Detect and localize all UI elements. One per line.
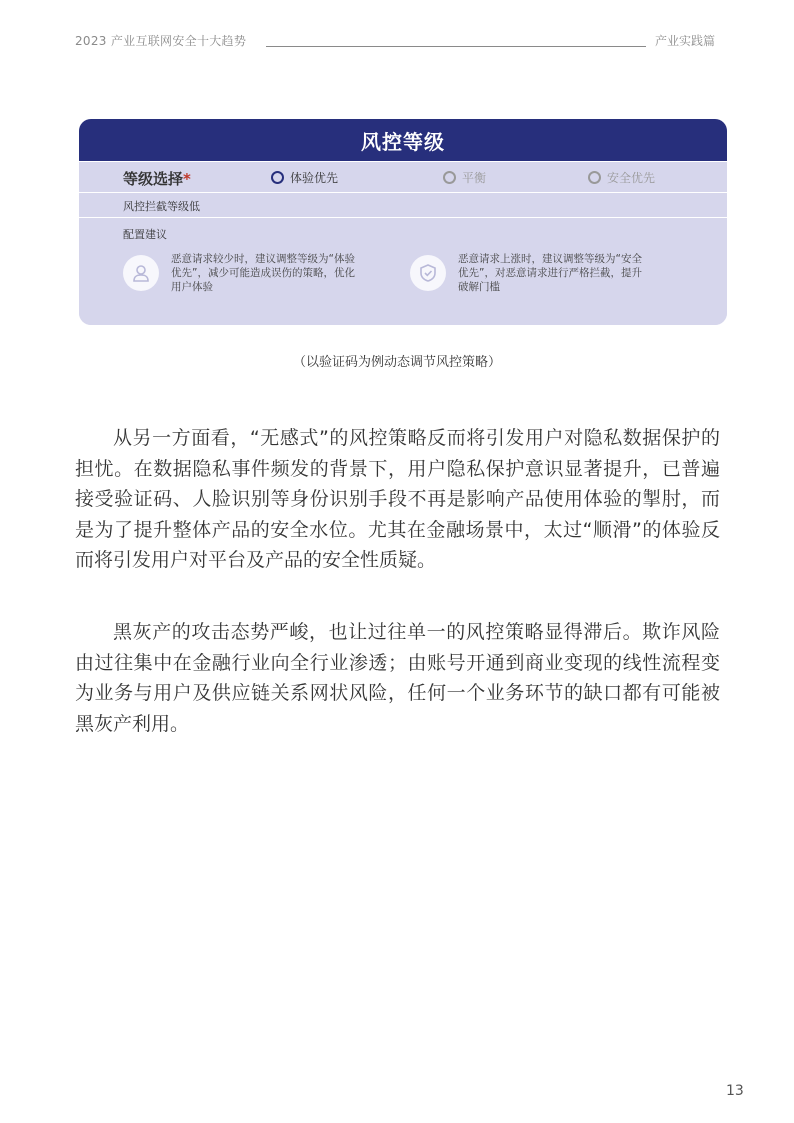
- body-paragraph: 黑灰产的攻击态势严峻，也让过往单一的风控策略显得滞后。欺诈风险由过往集中在金融行业向全行业渗透；由账号开通到商业变现的线性流程变为业务与用户及供应链关系网状风险，任何一个业务环节的缺口都有可能被黑灰产利用。: [75, 621, 720, 735]
- suggestion-label: 配置建议: [123, 228, 167, 241]
- suggestion-text: 恶意请求较少时，建议调整等级为“体验优先”，减少可能造成误伤的策略，优化用户体验: [171, 253, 355, 293]
- radio-selected-icon: [271, 171, 284, 184]
- radio-balanced[interactable]: [443, 169, 486, 186]
- header-divider: [266, 46, 646, 47]
- suggestion-row: [79, 217, 727, 325]
- user-icon: [123, 255, 159, 291]
- radio-label: 平衡: [462, 171, 487, 185]
- radio-experience-first[interactable]: [271, 169, 338, 186]
- suggestion-item: [123, 252, 361, 294]
- radio-security-first[interactable]: [588, 169, 655, 186]
- level-select-label: 等级选择*: [123, 170, 191, 188]
- radio-unselected-icon: [443, 171, 456, 184]
- level-desc-row: [79, 192, 727, 217]
- body-paragraph: 从另一方面看，“无感式”的风控策略反而将引发用户对隐私数据保护的担忧。在数据隐私事件频发的背景下，用户隐私保护意识显著提升，已普遍接受验证码、人脸识别等身份识别手段不再是影响产品使用体验的掣肘，而是为了提升整体产品的安全水位。尤其在金融场景中，太过“顺滑”的体验反而将引发用户对平台及产品的安全性质疑。: [75, 427, 720, 571]
- required-mark: *: [183, 170, 191, 188]
- radio-unselected-icon: [588, 171, 601, 184]
- suggestion-item: [410, 252, 648, 294]
- figure-caption: （以验证码为例动态调节风控策略）: [292, 355, 501, 370]
- header-section: 产业实践篇: [655, 34, 716, 48]
- suggestion-text: 恶意请求上涨时，建议调整等级为“安全优先”，对恶意请求进行严格拦截，提升破解门槛: [458, 253, 642, 293]
- radio-label: 体验优先: [290, 171, 339, 185]
- card-title: 风控等级: [79, 119, 727, 161]
- header-title: 2023 产业互联网安全十大趋势: [75, 34, 247, 48]
- level-desc: 风控拦截等级低: [123, 200, 200, 213]
- page-number: 13: [726, 1083, 744, 1099]
- level-select-row: [79, 161, 727, 192]
- radio-label: 安全优先: [607, 171, 656, 185]
- shield-check-icon: [410, 255, 446, 291]
- risk-level-card: [79, 119, 727, 325]
